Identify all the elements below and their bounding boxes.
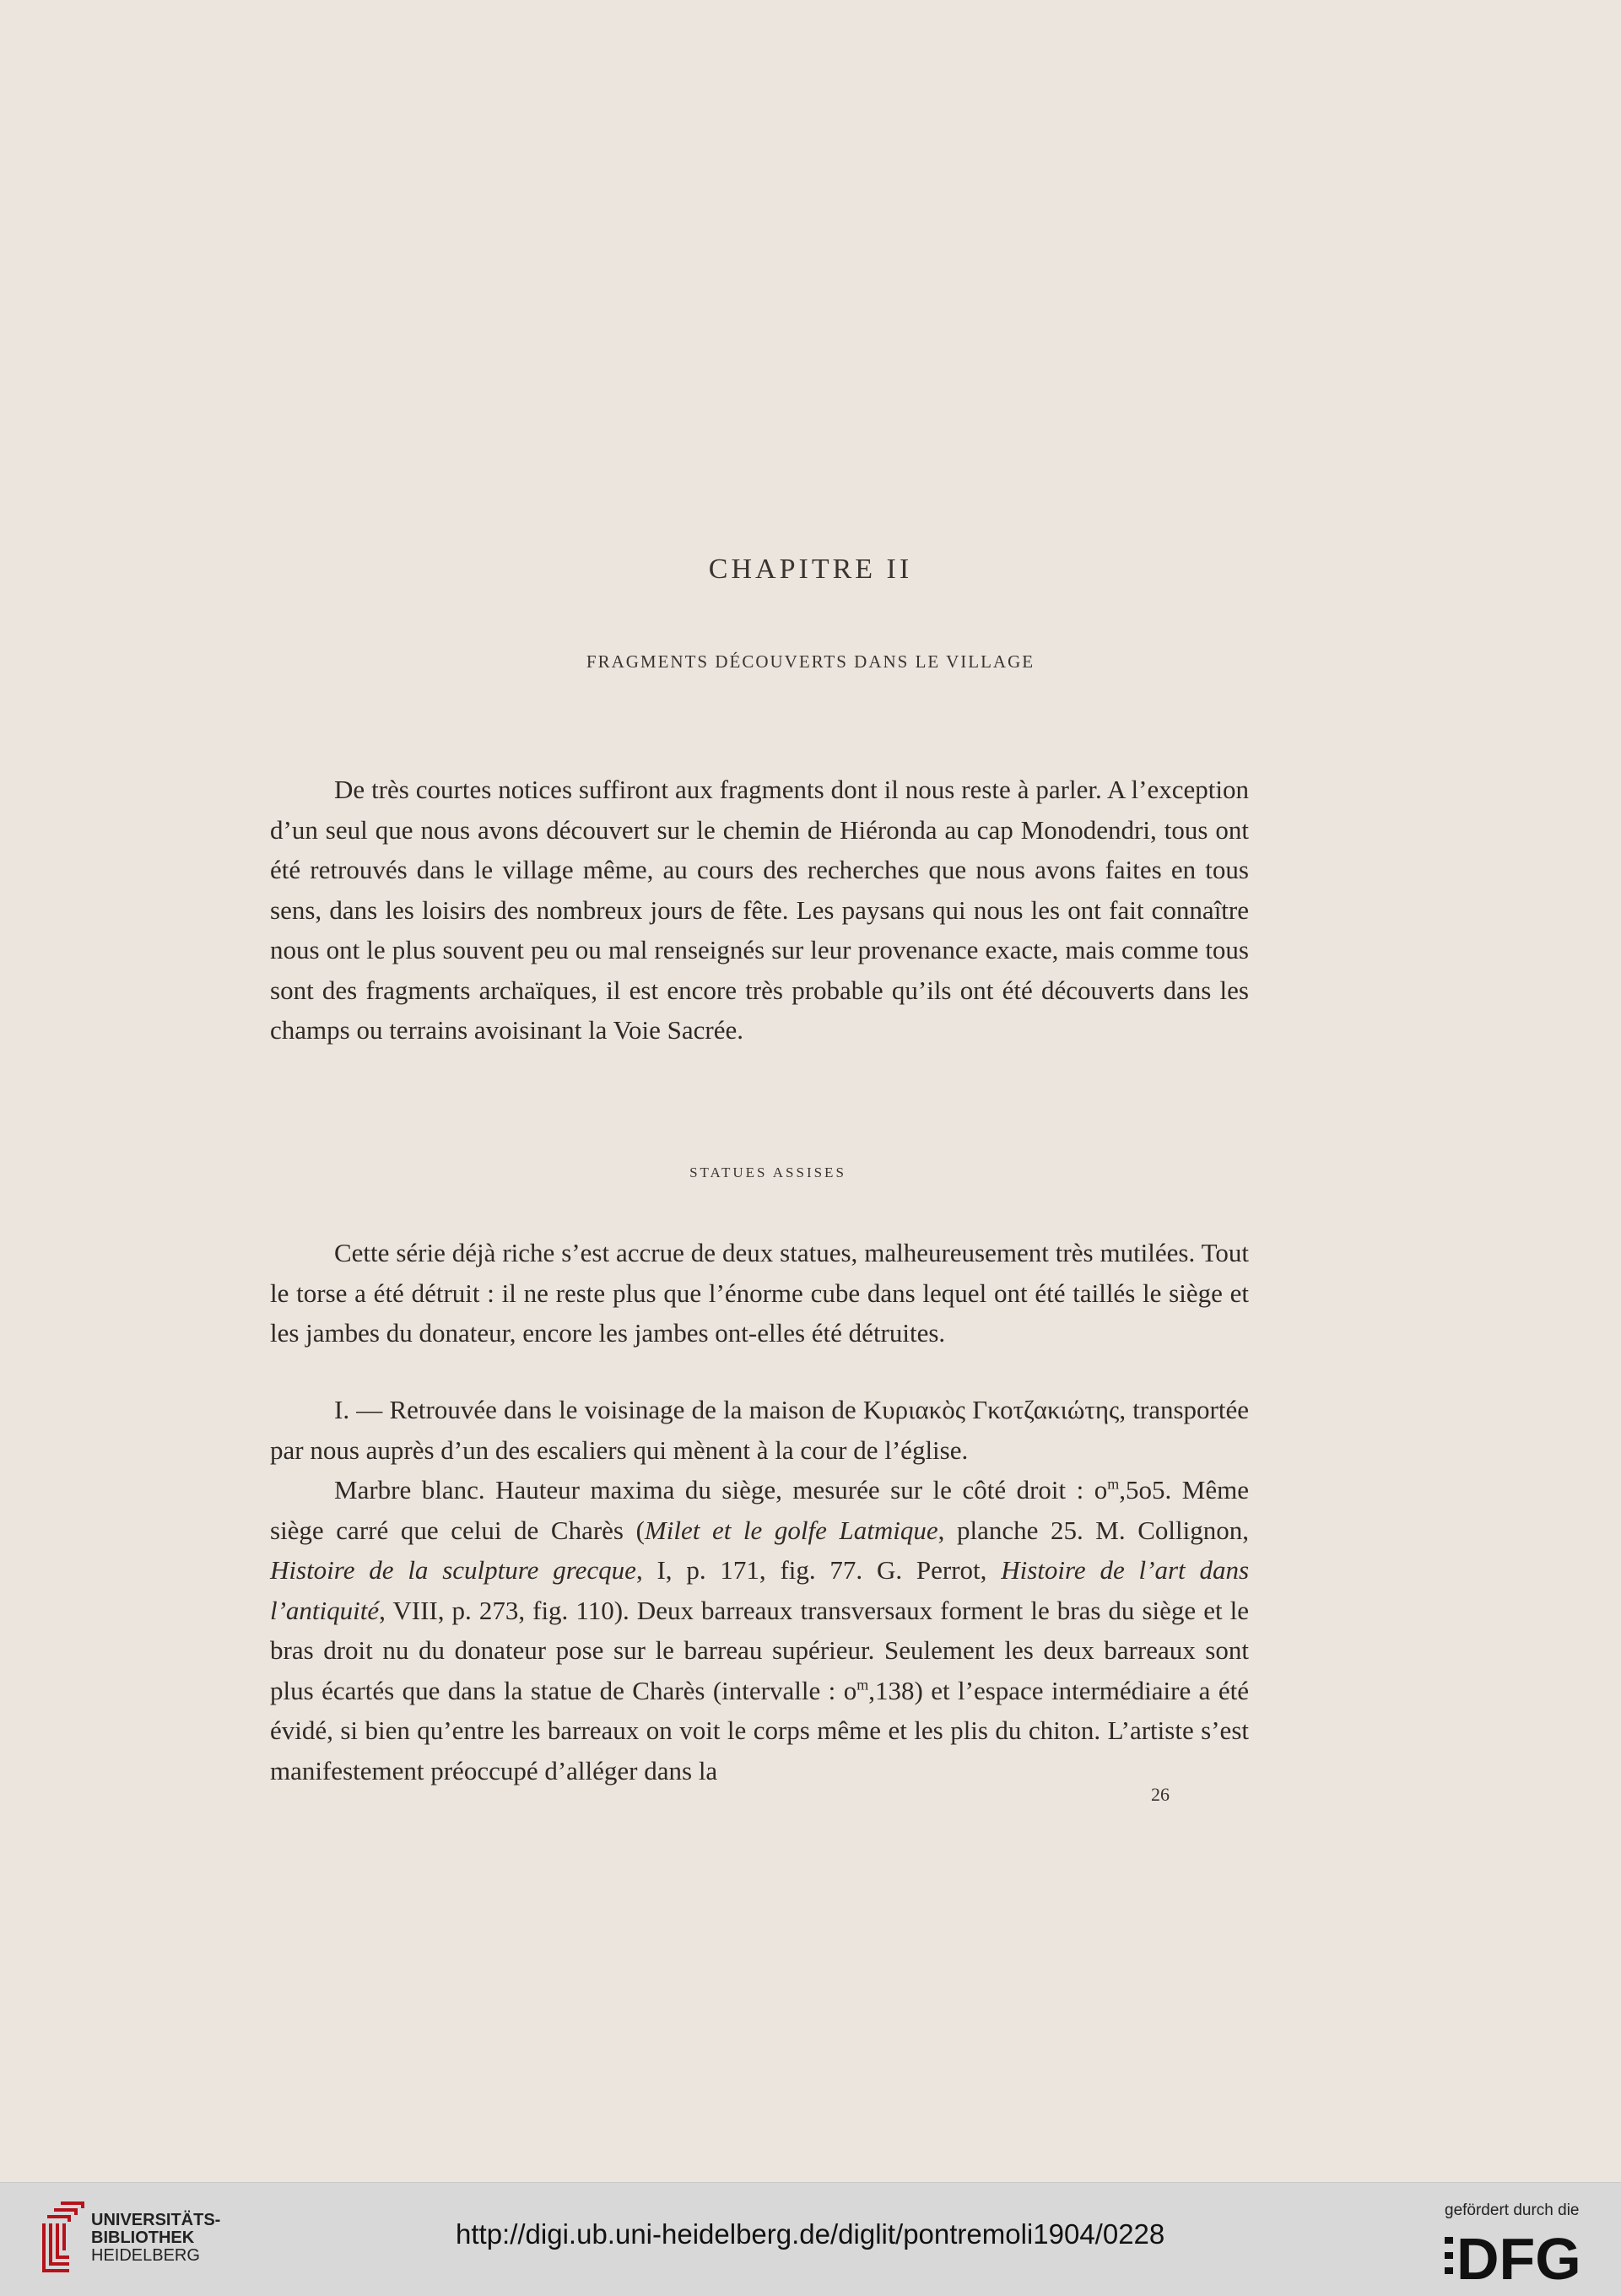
chapter-subtitle: FRAGMENTS DÉCOUVERTS DANS LE VILLAGE bbox=[586, 651, 1035, 672]
meter-superscript: m bbox=[856, 1676, 869, 1694]
section-heading: STATUES ASSISES bbox=[689, 1164, 846, 1180]
item-paragraph: I. — Retrouvée dans le voisinage de la maison de Κυριακὸς Γκοτζακιώτης, transportée par nous auprès d’un des escaliers qui mènent à la cour de l’église. bbox=[270, 1395, 1249, 1465]
description-text: , planche 25. M. Collignon, bbox=[937, 1515, 1249, 1545]
ub-heidelberg-logo-icon[interactable] bbox=[35, 2198, 95, 2278]
dfg-logo-text: DFG bbox=[1456, 2226, 1581, 2286]
description-text: ,138) et l’espace intermédiaire a été évidé, si bien qu’entre les barreaux on voit le corps même et les plis du chiton. L’artiste s’est manifestement préoccupé d’alléger dans la bbox=[270, 1675, 1250, 1785]
funding-label: gefördert durch die bbox=[1445, 2201, 1580, 2219]
intro-paragraph: De très courtes notices suffiront aux fragments dont il nous reste à parler. A l’exception d’un seul que nous avons découvert sur le chemin de Hiéronda au cap Monodendri, tous ont été retrouvés dans le village même, au cours des recherches que nous avons faites en tous sens, dans les loisirs des nombreux jours de fête. Les paysans qui nous les ont fait connaître nous ont le plus souvent peu ou mal renseignés sur leur provenance exacte, mais comme tous sont des fragments archaïques, il est encore très probable qu’ils ont été découverts dans les champs ou terrains avoisinant la Voie Sacrée. bbox=[270, 775, 1249, 1045]
description-text: Marbre blanc. Hauteur maxima du siège, mesurée sur le côté droit : o bbox=[334, 1475, 1108, 1505]
description-text: ,5o5. Même siège carré que celui de Charès ( bbox=[270, 1475, 1249, 1545]
footer-bar bbox=[0, 2182, 1621, 2296]
description-paragraph bbox=[270, 1470, 1249, 1791]
permalink-url[interactable]: http://digi.ub.uni-heidelberg.de/diglit/pontremoli1904/0228 bbox=[456, 2218, 1165, 2250]
library-line-3: HEIDELBERG bbox=[91, 2246, 200, 2265]
page-number: 26 bbox=[1151, 1784, 1170, 1805]
library-name bbox=[91, 2212, 220, 2265]
citation-title: Milet et le golfe Latmique bbox=[644, 1515, 938, 1545]
section-paragraph: Cette série déjà riche s’est accrue de deux statues, malheureusement très mutilées. Tout le torse a été détruit : il ne reste plus que l’énorme cube dans lequel ont été taillés le siège et les jambes du donateur, encore les jambes ont-elles été détruites. bbox=[270, 1238, 1249, 1348]
dfg-logo-icon[interactable] bbox=[1445, 2225, 1598, 2286]
meter-superscript: m bbox=[1107, 1475, 1120, 1493]
library-line-1: UNIVERSITÄTS- bbox=[91, 2211, 221, 2229]
citation-title: Histoire de la sculpture grecque bbox=[270, 1555, 636, 1585]
library-line-2: BIBLIOTHEK bbox=[91, 2228, 195, 2247]
chapter-title: CHAPITRE II bbox=[708, 554, 913, 585]
citation-title: Histoire de l’art dans l’antiquité bbox=[270, 1555, 1250, 1625]
description-text: , VIII, p. 273, fig. 110). Deux barreaux transversaux forment le bras du siège et le bras droit nu du donateur pose sur le barreau supérieur. Seulement les deux barreaux sont plus écartés que dans la statue de Charès (intervalle : o bbox=[270, 1595, 1249, 1705]
description-text: , I, p. 171, fig. 77. G. Perrot, bbox=[635, 1555, 1002, 1585]
